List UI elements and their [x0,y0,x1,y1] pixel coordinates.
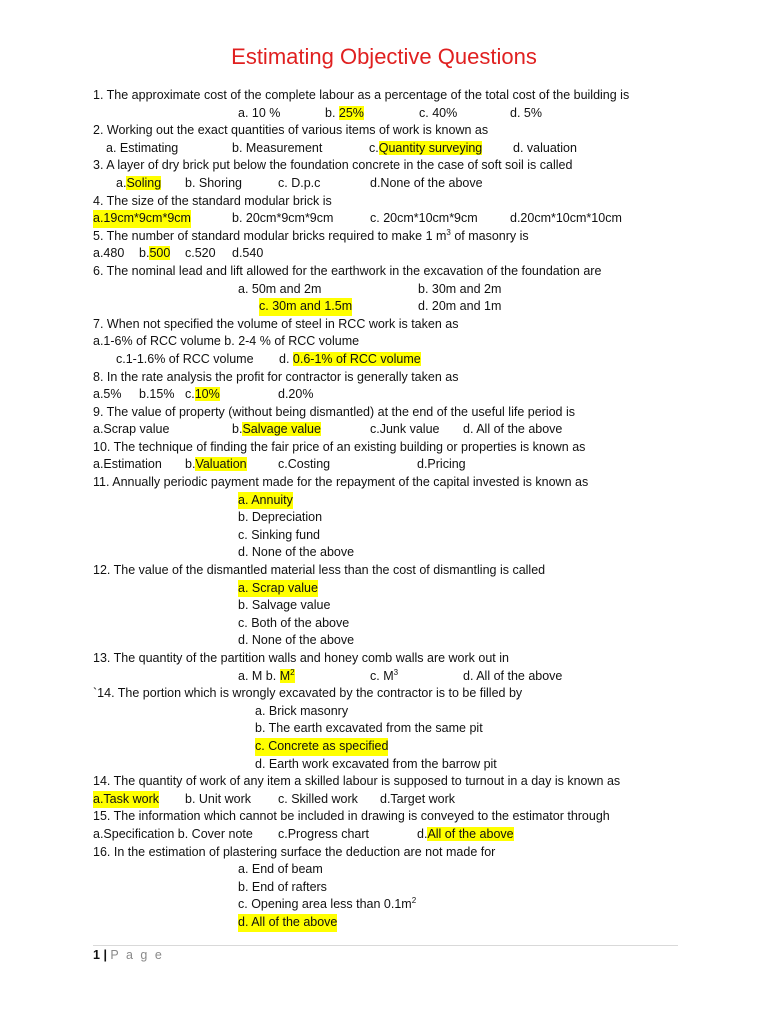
option-d: d. None of the above [238,633,355,648]
page-footer [93,948,164,962]
option-c: c. 30m and 1.5m [259,298,352,316]
option-a: a. Brick masonry [255,703,349,718]
option-d: d. valuation [513,140,577,155]
option-c: c. Skilled work [278,791,358,806]
option-a: a. 10 % [238,105,281,120]
option-b: b. Measurement [232,140,323,155]
page-number: 1 [93,948,100,962]
question-text: 12. The value of the dismantled material less than the cost of dismantling is called [93,563,546,578]
option-d: d. None of the above [238,545,355,560]
question-14a [93,685,703,703]
option-a: a.Scrap value [93,422,170,437]
option-16b [93,879,703,897]
option-11d [93,544,703,562]
page-label: P a g e [110,948,164,962]
answer-highlight: 500 [149,246,171,261]
question-text: 11. Annually periodic payment made for the repayment of the capital invested is known as [93,475,589,490]
question-text: 9. The value of property (without being dismantled) at the end of the useful life period is [93,404,576,419]
footer-divider [93,945,678,946]
option-b: b. Shoring [185,175,242,190]
option-16d [93,914,703,932]
option-ab: a. M b. $M^2$ [238,667,295,683]
option-a: a.Task work [93,791,159,809]
option-d: d.Target work [380,791,456,806]
question-text: 13. The quantity of the partition walls and honey comb walls are work out in [93,651,509,665]
question-text: 3. A layer of dry brick put below the foundation concrete in the case of soft soil is called [93,158,573,173]
question-14b [93,773,703,791]
option-c: c.Junk value [370,422,440,437]
answer-highlight: Salvage value [242,422,321,437]
option-d: d.20cm*10cm*10cm [510,211,622,226]
option-16c [93,896,703,914]
option-b: b. End of rafters [238,879,327,894]
option-d: d. 5% [510,105,542,120]
answer-highlight: Valuation [195,457,247,472]
option-14a-d [93,756,703,774]
page-title: Estimating Objective Questions [231,44,537,69]
option-c: c.1-1.6% of RCC volume [116,351,254,366]
option-b: b.Salvage value [232,422,321,437]
options-3 [93,175,703,193]
question-12 [93,562,703,580]
question-13 [93,650,703,668]
option-a: a. Annuity [238,492,293,510]
question-16 [93,844,703,862]
question-text: 6. The nominal lead and lift allowed for the earthwork in the excavation of the foundation are [93,263,602,278]
question-text: 15. The information which cannot be included in drawing is conveyed to the estimator through [93,809,610,824]
option-ab: a.Specification b. Cover note [93,826,253,841]
question-text: 16. In the estimation of plastering surface the deduction are not made for [93,844,496,859]
question-8 [93,369,703,387]
option-12a [93,580,703,598]
options-15 [93,826,703,844]
option-c: c.Costing [278,457,331,472]
question-1 [93,87,703,105]
option-a: a. End of beam [238,862,323,877]
option-d: d.540 [232,246,264,261]
option-c: c. D.p.c [278,175,321,190]
option-14a-c [93,738,703,756]
question-15 [93,808,703,826]
option-c: c.Progress chart [278,826,370,841]
question-5 [93,228,703,246]
question-text: 7. When not specified the volume of steel in RCC work is taken as [93,316,459,331]
option-d: d. Earth work excavated from the barrow pit [255,756,497,771]
option-a: a. Scrap value [238,580,318,598]
options-7-ab [93,333,703,351]
option-11c [93,527,703,545]
answer-highlight: All of the above [427,826,514,841]
option-c: c. 20cm*10cm*9cm [370,211,478,226]
option-12d [93,632,703,650]
option-a: a.Estimation [93,457,162,472]
option-b: b. Unit work [185,791,251,806]
options-10 [93,456,703,474]
option-b: b.Valuation [185,457,247,472]
option-c: c.Quantity surveying [369,140,483,155]
option-b: b.15% [139,387,175,402]
option-b: b. 25% [325,105,364,120]
answer-highlight: 10% [194,387,220,402]
question-2 [93,122,703,140]
options-1 [93,105,703,123]
option-a: a.480 [93,246,125,261]
option-d: d. All of the above [238,914,337,932]
option-c: c. Concrete as specified [255,738,388,756]
answer-highlight: $M^2$ [279,667,295,683]
option-c: c.10% [185,387,220,402]
question-11 [93,474,703,492]
option-d: d.None of the above [370,175,483,190]
option-d: d.Pricing [417,457,466,472]
options-5 [93,245,703,263]
option-c: c. $M^3$ [370,667,399,683]
options-7-cd [93,351,703,369]
option-b: b. 30m and 2m [418,281,502,296]
question-3 [93,157,703,175]
option-14a-a [93,703,703,721]
options-4 [93,210,703,228]
option-12b [93,597,703,615]
question-text: 8. In the rate analysis the profit for contractor is generally taken as [93,369,459,384]
question-text: 2. Working out the exact quantities of various items of work is known as [93,123,489,138]
option-12c [93,615,703,633]
question-text: 10. The technique of finding the fair price of an existing building or properties is known as [93,439,586,454]
question-list [93,87,703,932]
option-ab: a.1-6% of RCC volume b. 2-4 % of RCC volume [93,334,360,349]
options-6-cd [93,298,703,316]
option-a: a. Estimating [106,140,179,155]
option-c: c. Both of the above [238,615,350,630]
option-11b [93,509,703,527]
option-c: c.520 [185,246,216,261]
option-b: b. Salvage value [238,598,331,613]
option-11a [93,492,703,510]
option-a: a.19cm*9cm*9cm [93,210,191,228]
question-7 [93,316,703,334]
options-6-ab [93,281,703,299]
option-a: a.5% [93,387,122,402]
options-2 [93,140,703,158]
option-d: d.20% [278,387,314,402]
option-a: a. 50m and 2m [238,281,322,296]
option-b: b. The earth excavated from the same pit [255,721,483,736]
footer-separator: | [103,948,107,962]
option-b: b. Depreciation [238,510,323,525]
option-d: d. All of the above [463,422,563,437]
option-d: d. 0.6-1% of RCC volume [279,351,421,366]
question-text: 4. The size of the standard modular brick is [93,193,332,208]
question-10 [93,439,703,457]
option-d: d. All of the above [463,668,563,683]
question-4 [93,193,703,211]
option-16a [93,861,703,879]
option-d: d. 20m and 1m [418,299,502,314]
option-b: b.500 [139,246,171,261]
option-14a-b [93,720,703,738]
option-c: c. Sinking fund [238,527,320,542]
option-a: a.Soling [116,175,162,190]
answer-highlight: Quantity surveying [378,140,483,155]
option-d: d.All of the above [417,826,514,841]
answer-highlight: Soling [126,175,162,190]
option-b: b. 20cm*9cm*9cm [232,211,334,226]
answer-highlight: 0.6-1% of RCC volume [292,351,421,366]
question-6 [93,263,703,281]
answer-highlight: 25% [338,105,364,120]
question-text: 14. The quantity of work of any item a skilled labour is supposed to turnout in a day is known as [93,774,621,789]
question-9 [93,404,703,422]
option-c: c. 40% [419,105,458,120]
options-9 [93,421,703,439]
options-14b [93,791,703,809]
question-text: 5. The number of standard modular bricks required to make 1 $m^3$ of masonry is [93,227,529,243]
option-c: c. Opening area less than $0.1m^2$ [238,896,417,912]
question-text: 1. The approximate cost of the complete labour as a percentage of the total cost of the building is [93,88,630,102]
options-13 [93,668,703,686]
options-8 [93,386,703,404]
question-text: `14. The portion which is wrongly excavated by the contractor is to be filled by [93,686,523,701]
